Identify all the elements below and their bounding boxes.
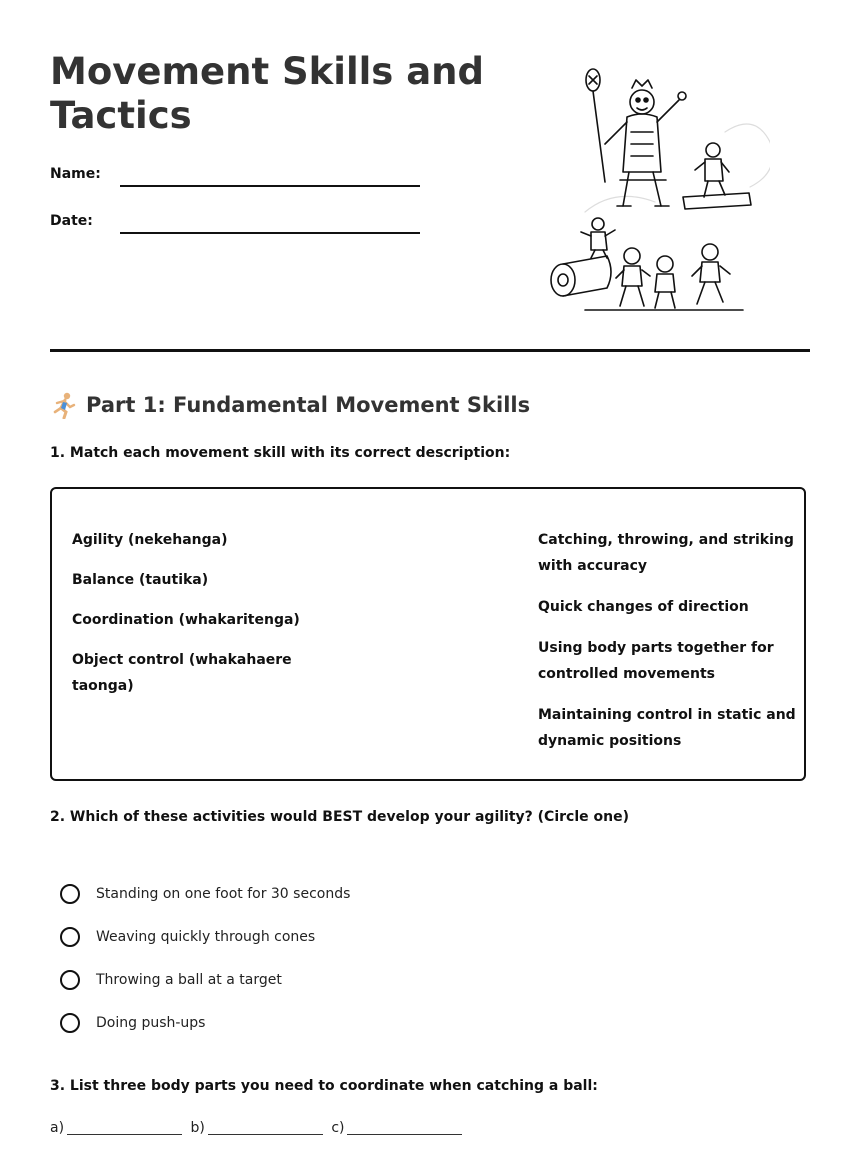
option-label: Throwing a ball at a target: [96, 971, 282, 988]
descriptions-column: [538, 527, 798, 769]
option-item[interactable]: [60, 958, 350, 1001]
skill-item[interactable]: Object control (whakahaere taonga): [72, 652, 292, 694]
blank-label-a: a): [50, 1120, 65, 1136]
running-person-icon: [50, 391, 78, 419]
name-field[interactable]: [50, 166, 420, 190]
circle-choice[interactable]: [60, 884, 80, 904]
answer-blanks: [50, 1120, 466, 1136]
option-item[interactable]: [60, 1001, 350, 1044]
answer-line-b[interactable]: [208, 1134, 323, 1135]
skill-item[interactable]: Balance (tautika): [72, 572, 209, 588]
answer-line-c[interactable]: [347, 1134, 462, 1135]
description-item[interactable]: Maintaining control in static and dynamic positions: [538, 707, 796, 749]
question-1: 1. Match each movement skill with its correct description:: [50, 445, 511, 461]
circle-choice[interactable]: [60, 927, 80, 947]
blank-label-b: b): [190, 1120, 205, 1136]
date-field[interactable]: [50, 213, 420, 237]
kids-and-guardian-illustration: [545, 62, 770, 314]
header-divider: [50, 349, 810, 352]
skill-item[interactable]: Coordination (whakaritenga): [72, 612, 300, 628]
blank-label-c: c): [331, 1120, 345, 1136]
question-3: 3. List three body parts you need to coordinate when catching a ball:: [50, 1078, 598, 1094]
option-label: Standing on one foot for 30 seconds: [96, 885, 351, 902]
agility-options: [60, 872, 350, 1044]
part1-heading: [50, 390, 530, 420]
option-item[interactable]: [60, 915, 350, 958]
answer-line-a[interactable]: [67, 1134, 182, 1135]
name-line[interactable]: [120, 185, 420, 187]
question-2: 2. Which of these activities would BEST develop your agility? (Circle one): [50, 809, 629, 825]
option-item[interactable]: [60, 872, 350, 915]
skill-item[interactable]: Agility (nekehanga): [72, 532, 228, 548]
matching-box: [50, 487, 806, 781]
date-line[interactable]: [120, 232, 420, 234]
part1-title: Part 1: Fundamental Movement Skills: [86, 393, 531, 417]
option-label: Doing push-ups: [96, 1014, 206, 1031]
description-item[interactable]: Using body parts together for controlled movements: [538, 640, 774, 682]
description-item[interactable]: Catching, throwing, and striking with accuracy: [538, 532, 794, 574]
option-label: Weaving quickly through cones: [96, 928, 316, 945]
worksheet-title: Movement Skills and Tactics: [50, 50, 485, 137]
name-label: Name:: [50, 166, 101, 182]
circle-choice[interactable]: [60, 970, 80, 990]
description-item[interactable]: Quick changes of direction: [538, 599, 749, 615]
circle-choice[interactable]: [60, 1013, 80, 1033]
skills-column: [72, 527, 322, 713]
date-label: Date:: [50, 213, 93, 229]
